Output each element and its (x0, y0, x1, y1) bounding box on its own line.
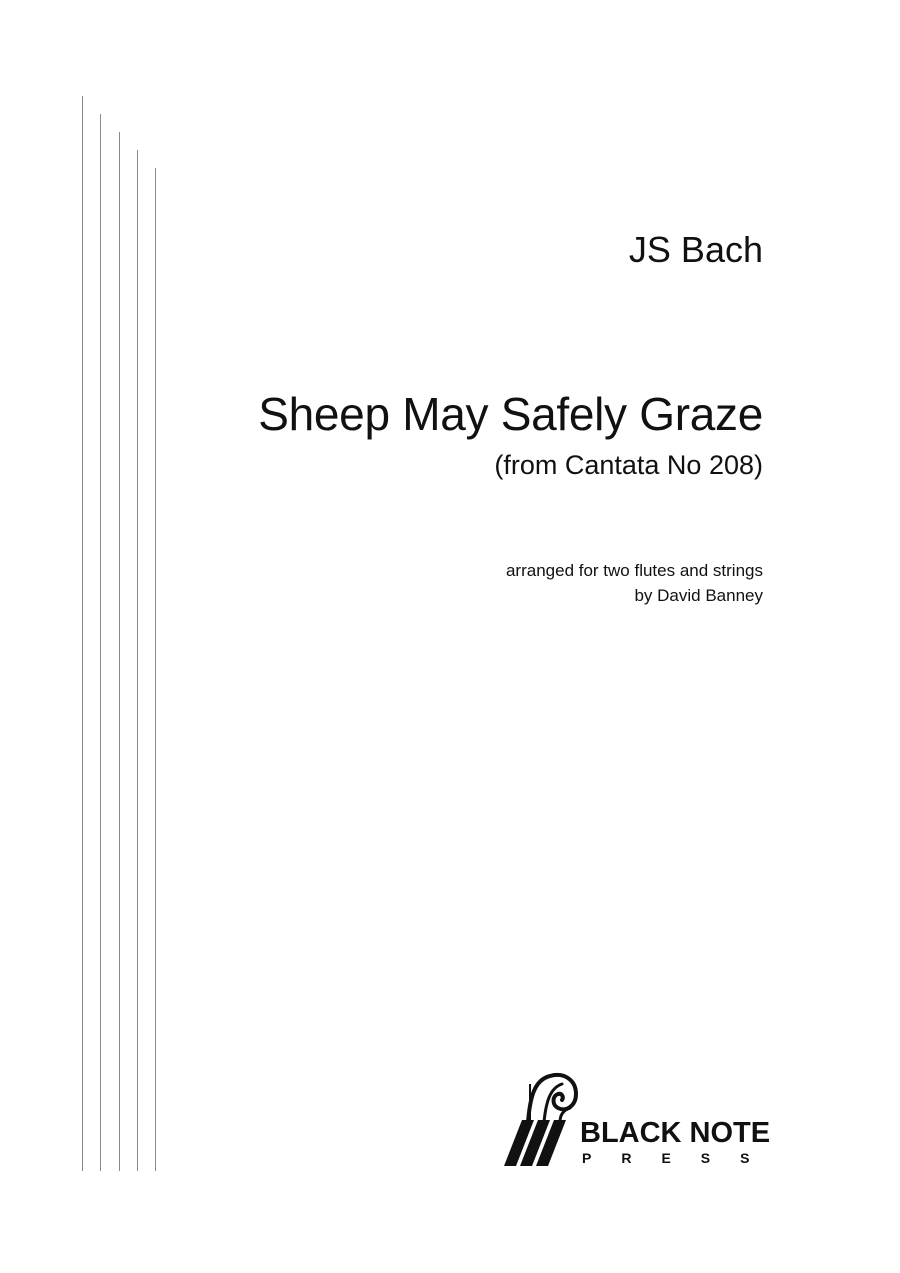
publisher-logo (500, 1070, 780, 1170)
scroll-icon (500, 1070, 590, 1170)
staff-line (137, 150, 138, 1171)
publisher-name: BLACK NOTE (580, 1117, 771, 1149)
piece-title: Sheep May Safely Graze (258, 388, 763, 440)
arrangement-credit (506, 558, 763, 608)
staff-line (82, 96, 83, 1171)
piece-subtitle: (from Cantata No 208) (494, 450, 763, 480)
publisher-subname: PRESS (582, 1150, 780, 1166)
staff-line (100, 114, 101, 1171)
staff-line (155, 168, 156, 1171)
arrangement-line: arranged for two flutes and strings (505, 561, 763, 580)
staff-line (119, 132, 120, 1171)
composer-name: JS Bach (628, 229, 763, 270)
arranger-line: by David Banney (634, 586, 763, 605)
